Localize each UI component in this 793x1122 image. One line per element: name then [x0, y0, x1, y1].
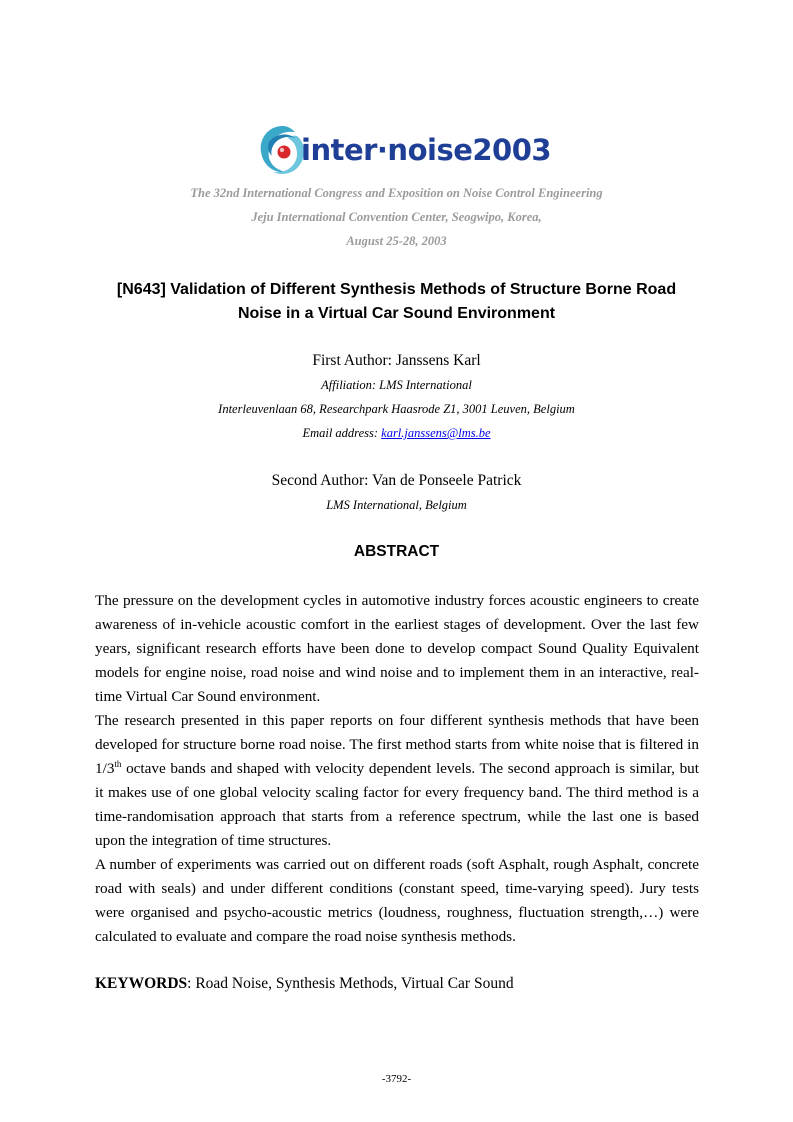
- abstract-heading: ABSTRACT: [353, 543, 440, 560]
- abstract-paragraph-2: [95, 709, 699, 853]
- paper-title: [95, 278, 698, 326]
- page-number: -3792-: [381, 1073, 412, 1085]
- conference-logo: [257, 122, 552, 178]
- paper-title-line-2: Noise in a Virtual Car Sound Environment: [237, 305, 556, 322]
- abstract-paragraph-1: The pressure on the development cycles in automotive industry forces acoustic engineers to create awareness of in-vehicle acoustic comfort in the earliest stages of development. Over the last few years, significant research efforts have been done to develop compact Sound Quality Equivalent models for engine noise, road noise and wind noise and to implement them in an interactive, real-time Virtual Car Sound environment.: [95, 592, 699, 705]
- abstract-paragraph-3: A number of experiments was carried out on different roads (soft Asphalt, rough Asphalt, concrete road with seals) and under different conditions (constant speed, time-varying speed). Jury tests were organised and psycho-acoustic metrics (loudness, roughness, fluctuation strength,…) were calculated to evaluate and compare the road noise synthesis methods.: [95, 856, 699, 945]
- keywords-label: KEYWORDS: [95, 975, 188, 992]
- second-author-affiliation: LMS International, Belgium: [326, 498, 467, 512]
- abstract-paragraph-2-part-b: octave bands and shaped with velocity dependent levels. The second approach is similar, but it makes use of one global velocity scaling factor for every frequency band. The third method is a time-randomisation approach that starts from a reference spectrum, while the last one is based upon the integration of time structures.: [95, 760, 699, 849]
- keywords-text: : Road Noise, Synthesis Methods, Virtual Car Sound: [187, 975, 514, 992]
- first-author-email-line: [0, 425, 793, 441]
- conference-dates: August 25-28, 2003: [346, 234, 447, 248]
- email-label: Email address:: [302, 426, 382, 440]
- ordinal-superscript: th: [114, 758, 122, 769]
- logo-text-year: 2003: [472, 133, 552, 167]
- conference-name: The 32nd International Congress and Exposition on Noise Control Engineering: [190, 186, 603, 200]
- first-author-name: First Author: Janssens Karl: [312, 352, 481, 369]
- abstract-body: [95, 589, 699, 949]
- first-author-affiliation: Affiliation: LMS International: [321, 378, 472, 392]
- second-author-name: Second Author: Van de Ponseele Patrick: [271, 472, 522, 489]
- conference-venue: Jeju International Convention Center, Seogwipo, Korea,: [251, 210, 542, 224]
- keywords-line: [95, 973, 514, 995]
- abstract-paragraph-2-part-a: The research presented in this paper reports on four different synthesis methods that have been developed for structure borne road noise. The first method starts from white noise that is filtered in 1/3: [95, 712, 699, 777]
- logo-wordmark: [301, 130, 551, 170]
- first-author-address: Interleuvenlaan 68, Researchpark Haasrode Z1, 3001 Leuven, Belgium: [218, 402, 575, 416]
- paper-title-line-1: [N643] Validation of Different Synthesis Methods of Structure Borne Road: [116, 281, 677, 298]
- email-link[interactable]: karl.janssens@lms.be: [381, 426, 491, 440]
- logo-text-name: inter·noise: [301, 133, 473, 167]
